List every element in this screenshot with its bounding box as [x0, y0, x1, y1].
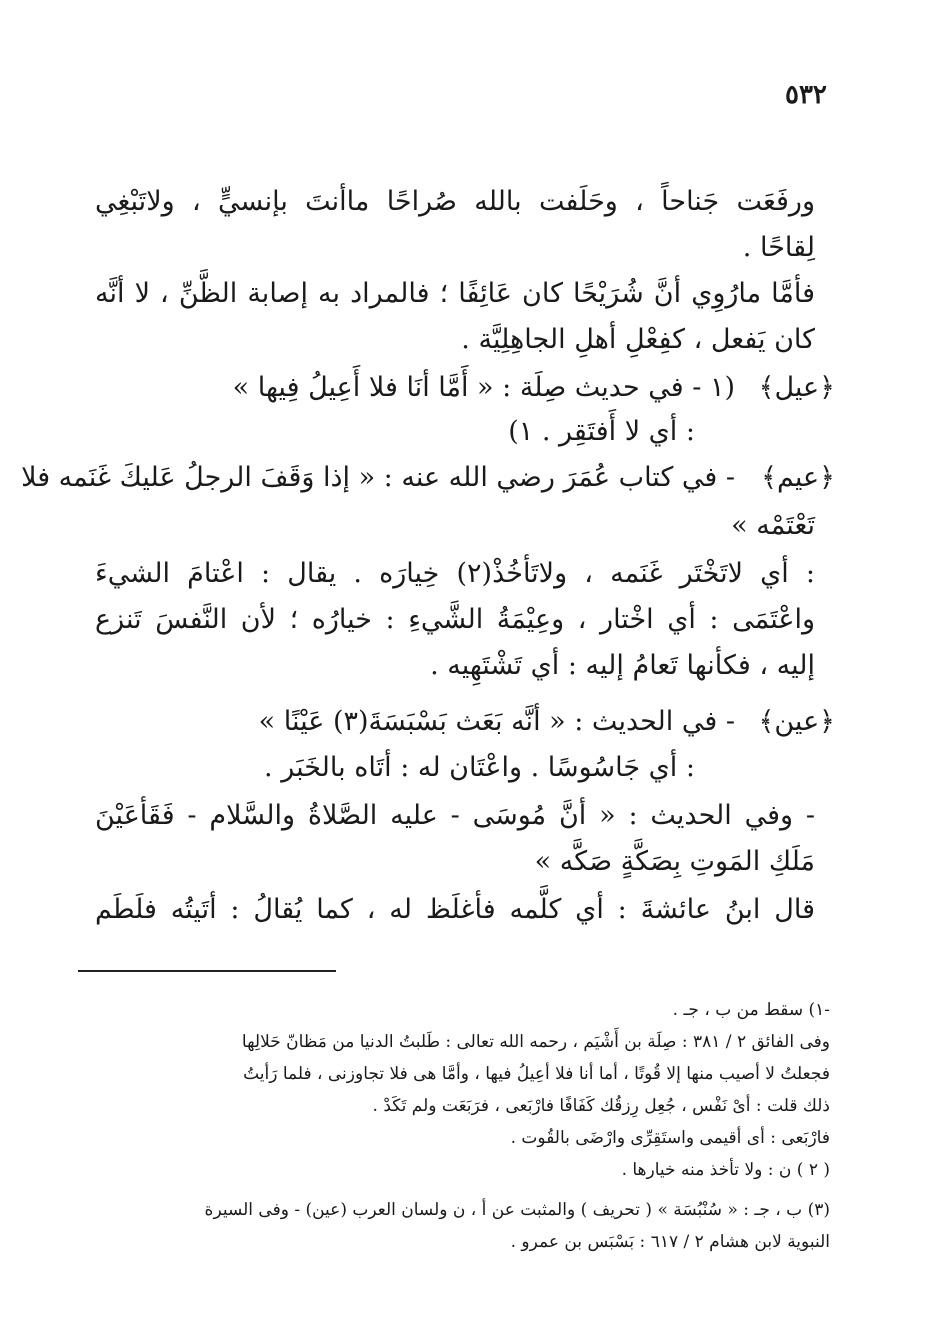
body-line: : أي لا أَفتَقِر . ١) [508, 416, 695, 447]
body-line: ورفَعَت جَناحاً ، وحَلَفت بالله صُراحًا ماأنتَ بإنسيٍّ ، ولاتَبْغِي [95, 186, 815, 217]
footnote-line: وفى الفائق ٢ / ٣٨١ : صِلَة بن أَشْيَم ، رحمه الله تعالى : طَلبتُ الدنيا من مَظانّ حَلالِها [241, 1032, 830, 1052]
body-line: : أي جَاسُوسًا . واعْتَان له : أتَاه بالخَبَر . [264, 752, 695, 783]
body-line: كان يَفعل ، كفِعْلِ أهلِ الجاهِلِيَّة . [461, 324, 815, 355]
body-line: - وفي الحديث : « أنَّ مُوسَى - عليه الصَّلاةُ والسَّلام - فَقَأعَيْنَ [95, 800, 815, 831]
body-line: مَلَكِ المَوتِ بِصَكَّةٍ صَكَّه » [534, 846, 815, 877]
entry-headword: ﴿عيل﴾ [758, 372, 835, 403]
footnote-line: ذلك قلت : أىْ نَفْس ، جُعِل رِزقُك كَفَافًا فارْبَعى ، فرَبَعَت ولم تَكَدْ . [372, 1096, 830, 1116]
body-line: واعْتَمَى : أي اخْتار ، وعِيْمَةُ الشَّيءِ : خيارُه ؛ لأن النَّفسَ تَنزع [95, 604, 815, 635]
footnote-separator [78, 970, 336, 972]
footnote-line: النبوية لابن هشام ٢ / ٦١٧ : بَسْبَس بن عمرو . [510, 1232, 830, 1252]
body-line: تَعْتَمْه » [731, 510, 815, 541]
entry-headword: ﴿عين﴾ [758, 706, 835, 737]
body-line: إليه ، فكأنها تَعامُ إليه : أي تَشْتَهِيه . [430, 650, 815, 681]
footnote-line: فجعلتُ لا أصيب منها إلا قُوتًا ، أما أنا فلا أعِيلُ فيها ، وأمَّا هى فلا تجاوزنى ، فلما رَأيتُ [243, 1064, 830, 1084]
body-line: (١ - في حديث صِلَة : « أَمَّا أنَا فلا أَعِيلُ فِيها » [232, 372, 735, 403]
footnote-line: -١) سقط من ب ، جـ . [672, 1000, 830, 1020]
footnote-line: (٣) ب ، جـ : « سُنْبُسَة » ( تحريف ) والمثبت عن أ ، ن ولسان العرب (عين) - وفى السيرة [204, 1200, 830, 1220]
body-line: فأمَّا مارُوِي أنَّ شُرَيْحًا كان عَائِفًا ؛ فالمراد به إصابة الظَّنِّ ، لا أنَّه [95, 278, 815, 309]
entry-headword: ﴿عيم﴾ [761, 462, 835, 493]
body-line: : أي لاتَخْتَر غَنَمه ، ولاتَأخُذْ(٢) خِيارَه . يقال : اعْتامَ الشيءَ [95, 558, 815, 589]
page-number: ٥٣٢ [785, 80, 827, 110]
body-line: - في كتاب عُمَرَ رضي الله عنه : « إذا وَقَفَ الرجلُ عَليكَ غَنَمه فلا [21, 462, 735, 493]
footnote-line: فارْبَعى : أى أقيمى واستَقِرِّى وارْضَى بالقُوت . [510, 1128, 830, 1148]
body-line: لِقاحًا . [742, 232, 815, 263]
footnote-line: ( ٢ ) ن : ولا تأخذ منه خيارها . [621, 1160, 830, 1180]
body-line: - في الحديث : « أنَّه بَعَث بَسْبَسَةَ(٣) عَيْنًا » [258, 706, 735, 737]
body-line: قال ابنُ عائشةَ : أي كلَّمه فأغلَظ له ، كما يُقالُ : أتَيتُه فلَطَم [95, 894, 815, 925]
